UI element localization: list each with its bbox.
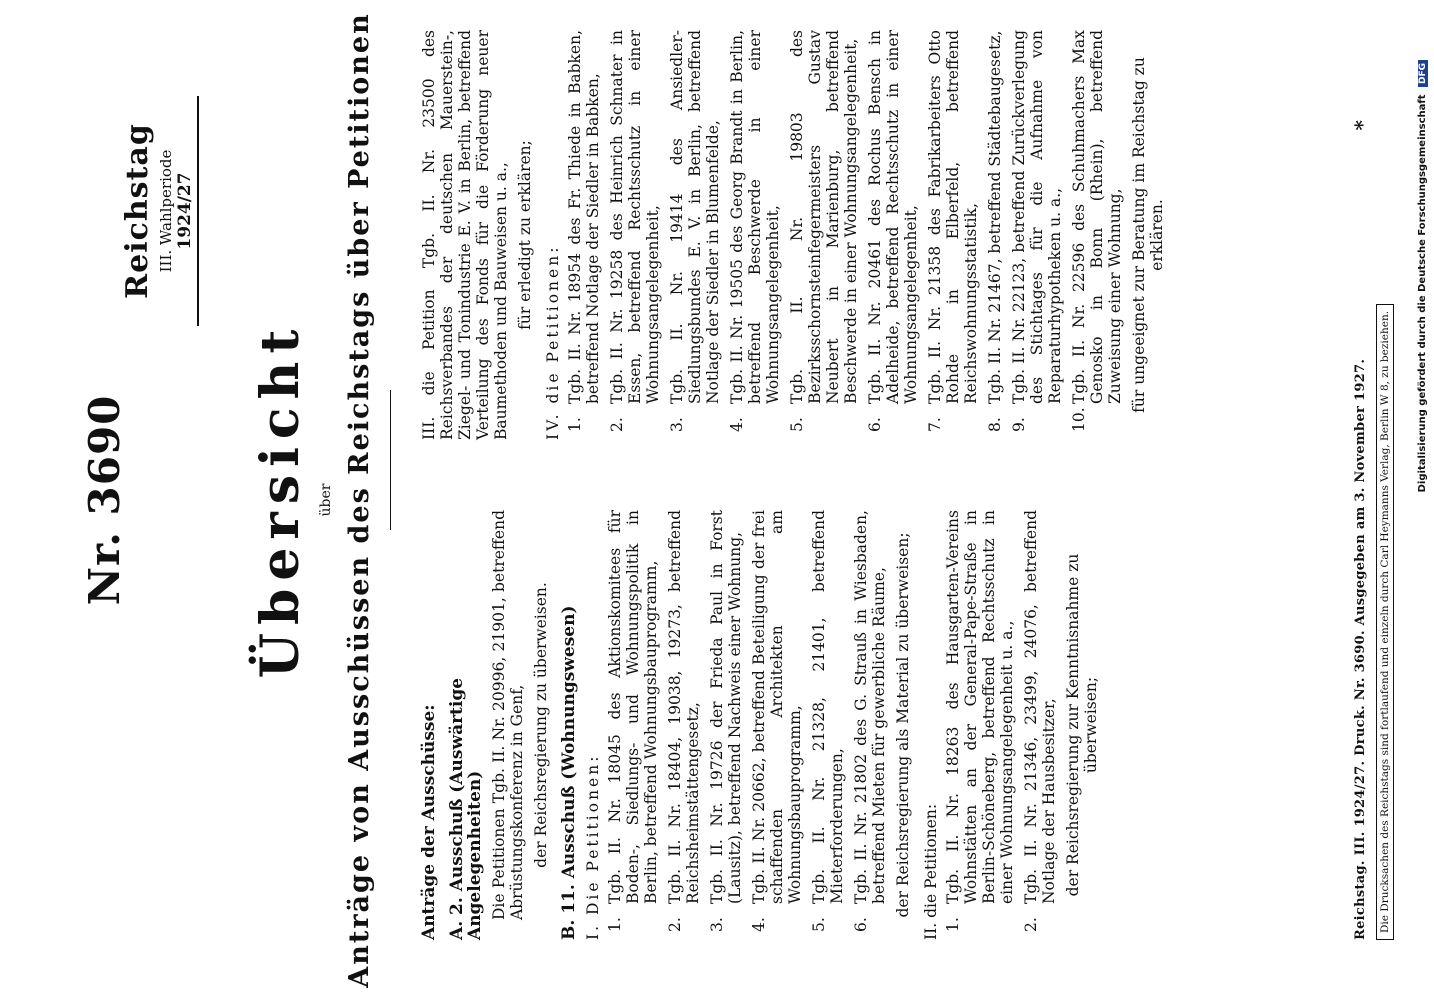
digitization-note [1417, 60, 1428, 940]
list-item: 7. Tgb. II. Nr. 21358 des Fabrikarbeiters Otto Rohde in Elberfeld, betreffend Reichswohnungsstatistik, [926, 30, 980, 432]
list-item: 6. Tgb. II. Nr. 20461 des Rochus Bensch in Adelheide, betreffend Rechtsschutz in einer Wohnungsangelegenheit, [866, 30, 920, 432]
list-item: 5. Tgb. II. Nr. 19803 des Bezirksschornsteinfegermeisters Gustav Neubert in Marienburg, betreffend Beschwerde in einer Wohnungsangelegenheit, [788, 30, 860, 432]
list-item: 8. Tgb. II. Nr. 21467, betreffend Städtebaugesetz, [986, 30, 1004, 432]
title-divider [390, 390, 391, 530]
list-item: 5. Tgb. II. Nr. 21328, 21401, betreffend Mieterforderungen, [810, 510, 846, 932]
section-a-heading: A. 2. Ausschuß (Auswärtige Angelegenheiten) [447, 677, 485, 940]
section-b-roman-1: I. Die Petitionen: [584, 753, 602, 940]
list-item: 6. Tgb. II. Nr. 21802 des G. Strauß in Wiesbaden, betreffend Mieten für gewerbliche Räume, [852, 510, 888, 932]
subtitle: Anträge von Ausschüssen des Reichstags über Petitionen [344, 12, 375, 988]
list-item: 2. Tgb. II. Nr. 19258 des Heinrich Schnater in Essen, betreffend Rechtsschutz in einer Wohnungsangelegenheit, [608, 30, 662, 432]
document-number: Nr. 3690 [80, 394, 129, 606]
roman-4-heading: IV. die Petitionen: [544, 244, 562, 440]
section-a-text: Die Petitionen Tgb. II. Nr. 20996, 21901, betreffend Abrüstungskonferenz in Genf, [490, 510, 526, 920]
reichstag-title: Reichstag [120, 123, 155, 299]
section-b-decision-1: der Reichsregierung als Material zu überweisen; [894, 532, 912, 918]
main-title: Übersicht [250, 321, 311, 679]
footer [1353, 60, 1394, 940]
list-item: 3. Tgb. II. Nr. 19726 der Frieda Paul in Forst (Lausitz), betreffend Nachweis einer Wohnung, [708, 510, 744, 932]
list-item: 1. Tgb. II. Nr. 18263 des Hausgarten-Vereins Wohnstätten an der General-Pape-Straße in Berlin-Schöneberg, betreffend Rechtsschutz in einer Wohnungsangelegenheit u. a., [944, 510, 1016, 932]
period-years: 1924/27 [175, 96, 199, 326]
section-a-decision: der Reichsregierung zu überweisen. [532, 582, 550, 868]
dfg-logo-icon: DFG [1418, 60, 1428, 87]
section-b-list-2 [944, 510, 1058, 940]
list-item: 9. Tgb. II. Nr. 22123, betreffend Zurückverlegung des Stichtages für die Aufnahme von Reparaturhypotheken u. a., [1010, 30, 1064, 432]
roman-4-decision: für ungeeignet zur Beratung im Reichstag zu erklären. [1130, 57, 1166, 413]
reichstag-header [120, 96, 199, 326]
footer-distribution-note: Die Drucksachen des Reichstags sind fortlaufend und einzeln durch Carl Heymanns Verlag, Berlin W 8, zu beziehen. [1376, 304, 1394, 940]
star-mark: * [1350, 120, 1374, 131]
list-item: 2. Tgb. II. Nr. 18404, 19038, 19273, betreffend Reichsheimstättengesetz, [666, 510, 702, 932]
footer-print-line: Reichstag. III. 1924/27. Druck. Nr. 3690. Ausgegeben am 3. November 1927. [1353, 358, 1368, 940]
roman-3-decision: für erledigt zu erklären; [516, 140, 534, 330]
digitization-text: Digitalisierung gefördert durch die Deutsche Forschungsgemeinschaft [1417, 94, 1428, 493]
right-column [420, 30, 1176, 440]
list-item: 1. Tgb. II. Nr. 18954 des Fr. Thiede in Babken, betreffend Notlage der Siedler in Babken, [566, 30, 602, 432]
title-ueber: über [318, 483, 334, 517]
list-item: 3. Tgb. II. Nr. 19414 des Ansiedler-Siedlungsbundes E. V. in Berlin, betreffend Notlage der Siedler in Blumenfelde, [668, 30, 722, 432]
list-item: 1. Tgb. II. Nr. 18045 des Aktionskomitees für Boden-, Siedlungs- und Wohnungspolitik in Berlin, betreffend Wohnungsbauprogramm, [606, 510, 660, 932]
committees-heading: Anträge der Ausschüsse: [419, 704, 439, 940]
election-period: III. Wahlperiode [157, 149, 175, 273]
list-item: 2. Tgb. II. Nr. 21346, 23499, 24076, betreffend Notlage der Hausbesitzer, [1022, 510, 1058, 932]
list-item: 4. Tgb. II. Nr. 19505 des Georg Brandt in Berlin, betreffend Beschwerde in einer Wohnungsangelegenheit, [728, 30, 782, 432]
roman-3-text: III. die Petition Tgb. II. Nr. 23500 des Reichsverbandes der deutschen Mauerstein-, Ziegel- und Tonindustrie E. V. in Berlin, betreffend Verteilung des Fonds für die Förderung neuer Baumethoden und Bauweisen u. a., [420, 30, 510, 440]
section-b-roman-2: II. die Petitionen: [922, 803, 940, 940]
list-item: 4. Tgb. II. Nr. 20662, betreffend Beteiligung der frei schaffenden Architekten am Wohnungsbauprogramm, [750, 510, 804, 932]
section-b-heading: B. 11. Ausschuß (Wohnungswesen) [559, 605, 579, 940]
section-b-list-1 [606, 510, 888, 940]
list-item: 10. Tgb. II. Nr. 22596 des Schuhmachers Max Genosko in Bonn (Rhein), betreffend Zuweisung einer Wohnung, [1070, 30, 1124, 432]
left-column [420, 510, 1110, 940]
roman-4-list [566, 30, 1124, 440]
section-b-decision-2: der Reichsregierung zur Kenntnisnahme zu überweisen; [1064, 553, 1100, 897]
